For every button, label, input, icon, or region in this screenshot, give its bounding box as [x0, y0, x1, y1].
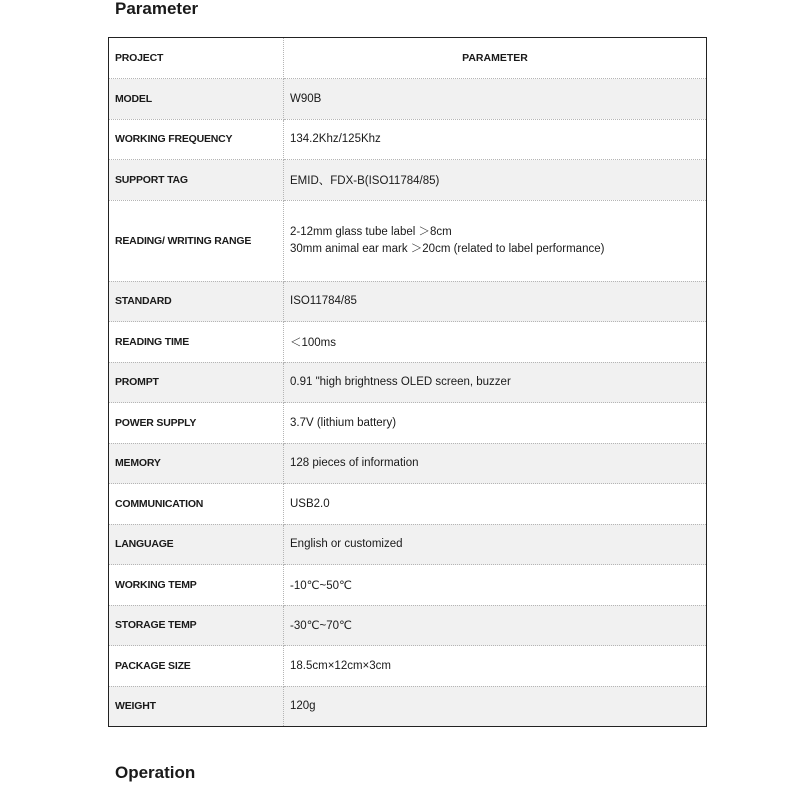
table-row-language — [109, 524, 707, 565]
row-label: SUPPORT TAG — [109, 160, 284, 201]
row-label: PACKAGE SIZE — [109, 646, 284, 687]
row-value-line: 30mm animal ear mark ＞20cm (related to label performance) — [290, 242, 605, 255]
table-header-row — [109, 38, 707, 79]
row-label: POWER SUPPLY — [109, 403, 284, 444]
table-row-weight — [109, 686, 707, 727]
table-row-working-frequency — [109, 119, 707, 160]
row-label: WORKING TEMP — [109, 565, 284, 606]
section-title-operation: Operation — [115, 763, 196, 782]
table-row-package-size — [109, 646, 707, 687]
row-value: 0.91 "high brightness OLED screen, buzzer — [284, 362, 707, 403]
row-label: PROMPT — [109, 362, 284, 403]
row-value: USB2.0 — [284, 484, 707, 525]
table-row-model — [109, 79, 707, 120]
column-header-project: PROJECT — [109, 38, 284, 79]
table-row-prompt — [109, 362, 707, 403]
row-label: COMMUNICATION — [109, 484, 284, 525]
table-row-communication — [109, 484, 707, 525]
row-value — [284, 200, 707, 281]
table-row-standard — [109, 281, 707, 322]
row-value: -30℃~70℃ — [284, 605, 707, 646]
row-label: MODEL — [109, 79, 284, 120]
row-label: LANGUAGE — [109, 524, 284, 565]
row-label: WEIGHT — [109, 686, 284, 727]
table-row-support-tag — [109, 160, 707, 201]
parameter-table — [108, 37, 707, 727]
column-header-parameter: PARAMETER — [284, 38, 707, 79]
row-value: 134.2Khz/125Khz — [284, 119, 707, 160]
row-value: ＜100ms — [284, 322, 707, 363]
row-label: READING TIME — [109, 322, 284, 363]
row-label: MEMORY — [109, 443, 284, 484]
table-row-memory — [109, 443, 707, 484]
row-value: ISO11784/85 — [284, 281, 707, 322]
row-value: -10℃~50℃ — [284, 565, 707, 606]
row-label: STORAGE TEMP — [109, 605, 284, 646]
row-label: READING/ WRITING RANGE — [109, 200, 284, 281]
row-label: WORKING FREQUENCY — [109, 119, 284, 160]
row-value-line: 2-12mm glass tube label ＞8cm — [290, 225, 452, 238]
row-value: English or customized — [284, 524, 707, 565]
table-row-power-supply — [109, 403, 707, 444]
table-row-reading-time — [109, 322, 707, 363]
row-value: 120g — [290, 700, 316, 713]
row-value: EMID、FDX-B(ISO11784/85) — [284, 160, 707, 201]
table-row-reading-writing-range — [109, 200, 707, 281]
table-row-working-temp — [109, 565, 707, 606]
table-row-storage-temp — [109, 605, 707, 646]
row-label: STANDARD — [109, 281, 284, 322]
row-value: 3.7V (lithium battery) — [284, 403, 707, 444]
row-value: 18.5cm×12cm×3cm — [284, 646, 707, 687]
section-title-parameter: Parameter — [115, 0, 199, 18]
row-value: 128 pieces of information — [284, 443, 707, 484]
row-value: W90B — [284, 79, 707, 120]
